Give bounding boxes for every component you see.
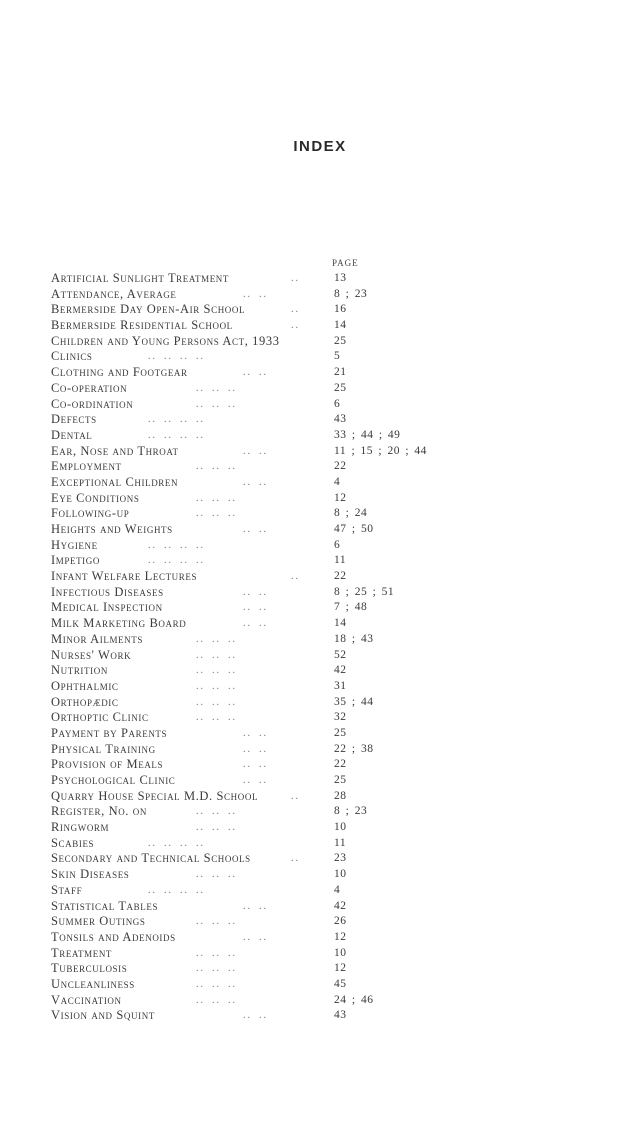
entry-pages: 13 (334, 272, 347, 284)
dot-leader: .. .. (243, 931, 268, 943)
index-entry (0, 412, 640, 428)
index-entry (0, 663, 640, 679)
index-entry (0, 271, 640, 287)
entry-pages: 23 (334, 852, 347, 865)
entry-label: Nurses' Work (51, 647, 132, 662)
dot-leader: .. .. (243, 775, 268, 786)
entry-label: Uncleanliness (51, 976, 135, 991)
entry-pages: 12 (334, 930, 347, 943)
entry-label: Ringworm (51, 820, 110, 835)
entry-label: Clothing and Footgear (51, 365, 188, 380)
index-entry (0, 287, 640, 303)
entry-label: Skin Diseases (51, 867, 130, 882)
dot-leader: .. .. .. (196, 806, 237, 818)
index-entry (0, 616, 640, 632)
entry-pages: 6 (334, 538, 341, 551)
dot-leader: .. .. .. (196, 963, 237, 975)
entry-pages: 45 (334, 977, 347, 990)
index-entry (0, 585, 640, 601)
index-entry (0, 459, 640, 475)
entry-label: Attendance, Average (51, 286, 177, 301)
dot-leader: .. .. (243, 586, 268, 598)
entry-label: Employment (51, 459, 122, 474)
dot-leader: .. .. .. (196, 696, 237, 708)
entry-label: Co-ordination (51, 396, 134, 411)
dot-leader: .. .. .. (196, 633, 237, 645)
entry-pages: 8 ; 25 ; 51 (334, 585, 395, 598)
index-entry (0, 757, 640, 773)
index-entry (0, 820, 640, 836)
entry-pages: 16 (334, 303, 347, 316)
dot-leader: .. .. (243, 1010, 268, 1022)
entry-label: Heights and Weights (51, 522, 173, 536)
entry-label: Ophthalmic (51, 678, 119, 693)
entry-label: Provision of Meals (51, 757, 164, 772)
index-entry (0, 804, 640, 820)
entry-pages: 11 ; 15 ; 20 ; 44 (334, 444, 427, 457)
entry-pages: 8 ; 23 (334, 287, 368, 300)
index-entry (0, 538, 640, 554)
dot-leader: .. .. .. (196, 822, 237, 834)
dot-leader: .. .. .. (196, 978, 237, 990)
entry-pages: 22 ; 38 (334, 742, 374, 755)
entry-label: Ear, Nose and Throat (51, 443, 179, 458)
dot-leader: .. .. .. .. (148, 414, 205, 426)
entry-pages: 10 (334, 821, 347, 834)
dot-leader: .. .. .. (196, 665, 237, 677)
entry-label: Payment by Parents (51, 725, 168, 740)
entry-label: Medical Inspection (51, 600, 163, 615)
index-entry (0, 648, 640, 664)
dot-leader: .. .. .. (196, 916, 237, 928)
index-entry (0, 930, 640, 946)
entry-pages: 42 (334, 899, 347, 912)
entry-label: Dental (51, 427, 93, 442)
entry-label: Orthoptic Clinic (51, 710, 149, 725)
entry-pages: 21 (334, 366, 347, 379)
entry-label: Register, No. on (51, 804, 147, 819)
dot-leader: .. .. (243, 445, 268, 457)
entry-label: Defects (51, 412, 97, 427)
dot-leader: .. .. .. (196, 680, 237, 692)
index-entry (0, 726, 640, 742)
entry-label: Eye Conditions (51, 490, 140, 505)
index-entry (0, 993, 640, 1009)
dot-leader: .. .. .. (196, 461, 237, 473)
index-entry (0, 522, 640, 538)
entry-label: Treatment (51, 945, 113, 960)
entry-pages: 43 (334, 1009, 347, 1022)
entry-label: Staff (51, 882, 83, 897)
entry-pages: 22 (334, 570, 347, 583)
entry-pages: 33 ; 44 ; 49 (334, 428, 401, 441)
entry-label: Psychological Clinic (51, 773, 176, 787)
entry-pages: 22 (334, 460, 347, 473)
entry-label: Infectious Diseases (51, 584, 164, 599)
entry-label: Scabies (51, 835, 95, 850)
dot-leader: .. (291, 320, 300, 332)
dot-leader: .. (291, 304, 300, 316)
entry-pages: 4 (334, 475, 341, 488)
index-entry (0, 836, 640, 852)
entry-pages: 18 ; 43 (334, 632, 374, 645)
dot-leader: .. .. .. .. (148, 429, 205, 441)
dot-leader: .. .. .. (196, 994, 237, 1006)
entry-label: Co-operation (51, 380, 128, 395)
entry-label: Bermerside Residential School (51, 318, 233, 333)
entry-label: Infant Welfare Lectures (51, 569, 198, 584)
dot-leader: .. .. (243, 618, 268, 630)
index-entry (0, 977, 640, 993)
index-entry (0, 397, 640, 413)
entry-label: Clinics (51, 349, 93, 364)
index-entry (0, 883, 640, 899)
entry-pages: 35 ; 44 (334, 695, 374, 708)
dot-leader: .. .. .. (196, 869, 237, 881)
dot-leader: .. .. (243, 727, 268, 739)
entry-pages: 26 (334, 915, 347, 928)
entry-pages: 10 (334, 946, 347, 959)
index-entry (0, 851, 640, 867)
index-entry (0, 742, 640, 758)
entry-pages: 10 (334, 868, 347, 881)
entry-label: Children and Young Persons Act, 1933 (51, 333, 280, 348)
dot-leader: .. .. .. (196, 492, 237, 504)
entry-pages: 5 (334, 350, 341, 363)
dot-leader: .. .. (243, 743, 268, 755)
index-entry (0, 695, 640, 711)
dot-leader: .. .. (243, 759, 268, 771)
dot-leader: .. .. .. (196, 947, 237, 959)
dot-leader: .. (291, 571, 300, 583)
entry-pages: 11 (334, 554, 347, 567)
entry-pages: 7 ; 48 (334, 601, 368, 614)
entry-pages: 43 (334, 413, 347, 426)
index-entry (0, 773, 640, 789)
dot-leader: .. .. (243, 900, 268, 912)
entry-pages: 22 (334, 758, 347, 771)
dot-leader: .. .. (243, 524, 268, 535)
dot-leader: .. .. .. .. (148, 539, 205, 551)
entry-pages: 4 (334, 883, 341, 896)
dot-leader: .. .. .. (196, 712, 237, 724)
index-entry (0, 1008, 640, 1024)
index-entry (0, 302, 640, 318)
index-entry (0, 632, 640, 648)
entry-pages: 12 (334, 962, 347, 975)
entry-pages: 6 (334, 397, 341, 410)
index-entry (0, 867, 640, 883)
entry-label: Impetigo (51, 553, 100, 568)
dot-leader: .. .. .. (196, 398, 237, 410)
entry-label: Nutrition (51, 663, 108, 678)
entry-pages: 31 (334, 679, 347, 692)
index-entries (0, 271, 640, 1024)
entry-label: Following-up (51, 506, 130, 521)
index-entry (0, 553, 640, 569)
dot-leader: .. (291, 853, 300, 865)
entry-pages: 25 (334, 774, 347, 786)
page-column-header: PAGE (332, 258, 359, 268)
index-entry (0, 961, 640, 977)
entry-pages: 25 (334, 726, 347, 739)
dot-leader: .. (291, 790, 300, 802)
entry-pages: 32 (334, 711, 347, 724)
index-entry (0, 381, 640, 397)
dot-leader: .. .. (243, 367, 268, 379)
index-entry (0, 444, 640, 460)
index-entry (0, 789, 640, 805)
index-entry (0, 899, 640, 915)
dot-leader: .. .. .. .. (148, 837, 205, 849)
entry-pages: 52 (334, 648, 347, 661)
entry-pages: 8 ; 24 (334, 507, 368, 520)
entry-label: Secondary and Technical Schools (51, 851, 251, 866)
index-entry (0, 914, 640, 930)
entry-label: Orthopædic (51, 694, 119, 709)
entry-label: Exceptional Children (51, 474, 179, 489)
index-entry (0, 710, 640, 726)
dot-leader: .. (291, 273, 300, 284)
entry-pages: 25 (334, 381, 347, 394)
dot-leader: .. .. (243, 476, 268, 488)
entry-pages: 47 ; 50 (334, 523, 374, 535)
index-entry (0, 428, 640, 444)
index-title: INDEX (293, 138, 347, 155)
entry-label: Milk Marketing Board (51, 616, 187, 631)
entry-label: Hygiene (51, 537, 98, 552)
index-entry (0, 475, 640, 491)
entry-pages: 12 (334, 491, 347, 504)
index-entry (0, 506, 640, 522)
entry-label: Statistical Tables (51, 898, 159, 913)
index-entry (0, 349, 640, 365)
entry-label: Tonsils and Adenoids (51, 929, 176, 944)
entry-label: Physical Training (51, 741, 156, 756)
entry-pages: 24 ; 46 (334, 993, 374, 1006)
entry-label: Minor Ailments (51, 631, 143, 646)
entry-label: Vision and Squint (51, 1008, 155, 1023)
index-entry (0, 679, 640, 695)
entry-pages: 42 (334, 664, 347, 677)
entry-label: Quarry House Special M.D. School (51, 788, 259, 803)
entry-pages: 28 (334, 789, 347, 802)
index-entry (0, 569, 640, 585)
index-entry (0, 334, 640, 350)
entry-pages: 8 ; 23 (334, 805, 368, 818)
dot-leader: .. .. .. (196, 649, 237, 661)
entry-pages: 14 (334, 319, 347, 332)
dot-leader: .. .. .. (196, 508, 237, 520)
dot-leader: .. .. .. (196, 382, 237, 394)
entry-label: Tuberculosis (51, 961, 128, 976)
entry-label: Artificial Sunlight Treatment (51, 271, 229, 285)
index-entry (0, 600, 640, 616)
dot-leader: .. .. .. .. (148, 555, 205, 567)
dot-leader: .. .. .. .. (148, 351, 205, 363)
entry-pages: 14 (334, 617, 347, 630)
dot-leader: .. .. (243, 602, 268, 614)
entry-label: Summer Outings (51, 914, 146, 929)
entry-label: Bermerside Day Open-Air School (51, 302, 246, 317)
entry-pages: 11 (334, 836, 347, 849)
entry-label: Vaccination (51, 992, 122, 1007)
dot-leader: .. .. .. .. (148, 884, 205, 896)
entry-pages: 25 (334, 334, 347, 347)
dot-leader: .. .. (243, 288, 268, 300)
index-entry (0, 365, 640, 381)
index-entry (0, 946, 640, 962)
index-entry (0, 318, 640, 334)
index-entry (0, 491, 640, 507)
